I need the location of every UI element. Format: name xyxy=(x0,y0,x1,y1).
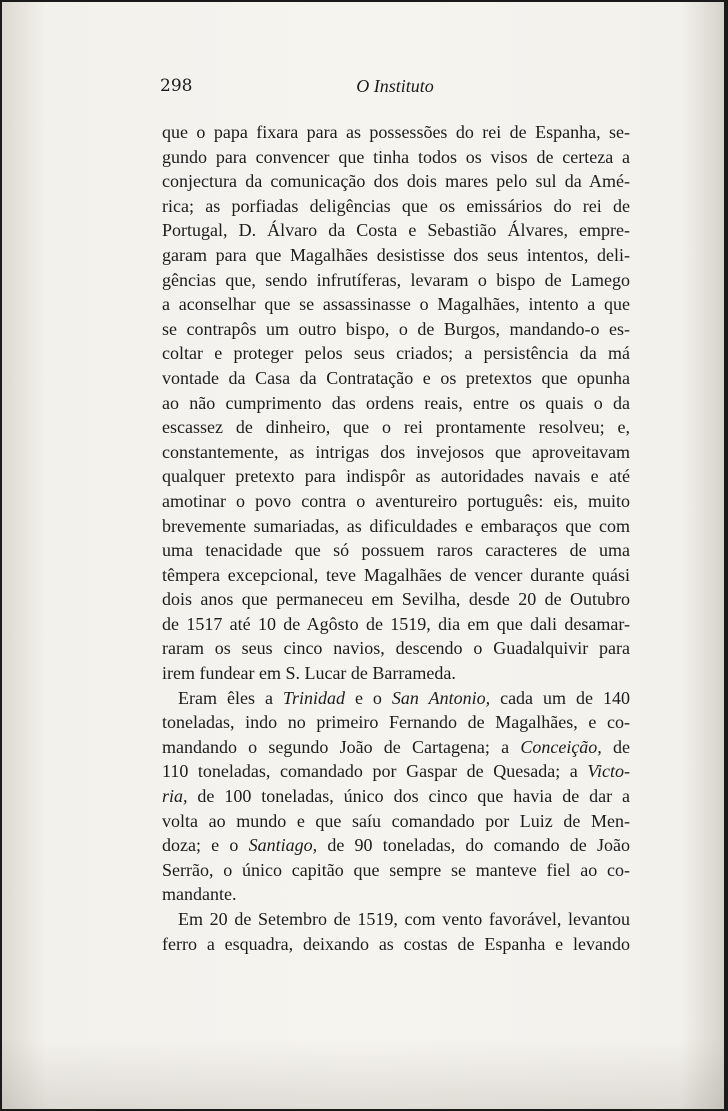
text-line: a aconselhar que se assassinasse o Magalhães, intento a que xyxy=(162,294,630,315)
paragraph xyxy=(162,686,630,907)
text-line: garam para que Magalhães desistisse dos seus intentos, deli- xyxy=(162,244,630,265)
text-line: gências que, sendo infrutíferas, levaram o bispo de Lamego xyxy=(162,269,630,290)
text-line: amotinar o povo contra o aventureiro português: eis, muito xyxy=(162,490,630,511)
text-line: raram os seus cinco navios, descendo o Guadalquivir para xyxy=(162,638,630,659)
text-line: coltar e proteger pelos seus criados; a persistência da má xyxy=(162,343,630,364)
text-line: Em 20 de Setembro de 1519, com vento favorável, levantou xyxy=(178,909,630,929)
paragraph xyxy=(162,907,630,956)
text-line: uma tenacidade que só possuem raros caracteres de uma xyxy=(162,540,630,561)
ship-name: San Antonio, xyxy=(391,687,491,708)
body-text xyxy=(162,120,630,956)
text-line: escassez de dinheiro, que o rei prontamente resolveu; e, xyxy=(162,417,630,438)
text-line: que o papa fixara para as possessões do rei de Espanha, se- xyxy=(162,122,630,142)
text-line: rica; as porfiadas deligências que os emissários do rei de xyxy=(162,195,630,216)
text-line: gundo para convencer que tinha todos os visos de certeza a xyxy=(162,146,630,167)
text-line: irem fundear em S. Lucar de Barrameda. xyxy=(162,663,456,684)
ship-name: Victo- xyxy=(587,761,630,782)
text-line: mandando o segundo João de Cartagena; a Conceição, de xyxy=(162,736,631,757)
text-line: conjectura da comunicação dos dois mares pelo sul da Amé- xyxy=(162,171,630,192)
running-title: O Instituto xyxy=(356,76,434,96)
ship-name: Conceição, xyxy=(520,736,602,757)
text-line: Serrão, o único capitão que sempre se manteve fiel ao co- xyxy=(162,859,630,880)
text-line: ria, de 100 toneladas, único dos cinco que havia de dar a xyxy=(162,786,630,807)
text-line: volta ao mundo e que saíu comandado por Luiz de Men- xyxy=(162,810,630,831)
text-line: ferro a esquadra, deixando as costas de Espanha e levando xyxy=(162,933,630,954)
text-line: mandante. xyxy=(162,884,237,905)
text-line: constantemente, as intrigas dos invejosos que aproveitavam xyxy=(162,441,630,462)
text-line: doza; e o Santiago, de 90 toneladas, do comando de João xyxy=(162,835,630,856)
text-line: qualquer pretexto para indispôr as autoridades navais e até xyxy=(162,466,630,487)
ship-name: Trinidad xyxy=(282,687,345,708)
text-line: de 1517 até 10 de Agôsto de 1519, dia em que dali desamar- xyxy=(162,613,630,634)
text-line: se contrapôs um outro bispo, o de Burgos, mandando-o es- xyxy=(162,318,630,339)
text-line: Eram êles a Trinidad e o San Antonio, cada um de 140 xyxy=(178,687,631,708)
ship-name: Santiago, xyxy=(248,835,318,856)
text-line: Portugal, D. Álvaro da Costa e Sebastião Álvares, empre- xyxy=(162,220,630,241)
page-number: 298 xyxy=(160,76,193,96)
text-line: vontade da Casa da Contratação e os pretextos que opunha xyxy=(162,367,630,388)
text-line: dois anos que permaneceu em Sevilha, desde 20 de Outubro xyxy=(162,589,630,610)
text-line: toneladas, indo no primeiro Fernando de Magalhães, e co- xyxy=(162,712,630,733)
text-line: brevemente sumariadas, as dificuldades e embaraços que com xyxy=(162,515,630,536)
text-line: ao não cumprimento das ordens reais, entre os quais o da xyxy=(162,392,630,413)
ship-name: ria, xyxy=(162,786,188,807)
text-line: 110 toneladas, comandado por Gaspar de Quesada; a Victo- xyxy=(162,761,630,782)
text-line: têmpera excepcional, teve Magalhães de vencer durante quási xyxy=(162,564,630,585)
paragraph xyxy=(162,120,630,686)
